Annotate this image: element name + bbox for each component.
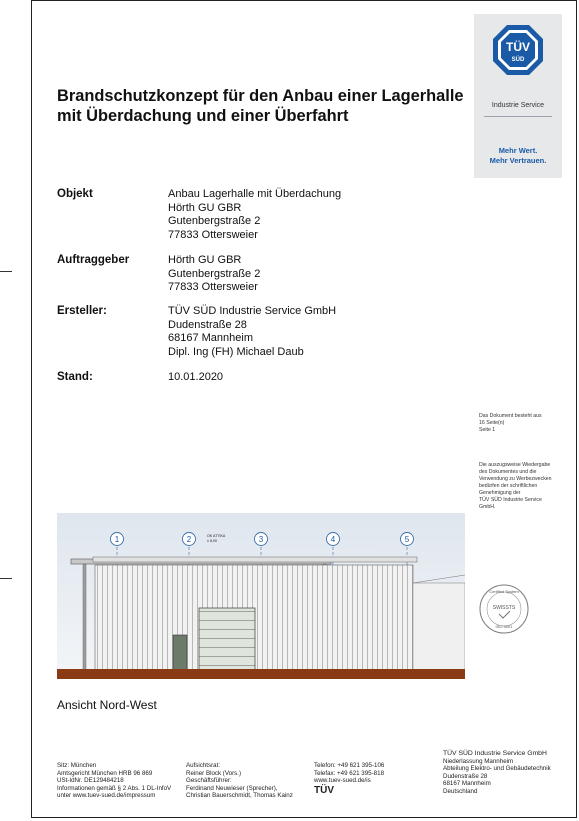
- footer-line: Ferdinand Neuwieser (Sprecher),: [186, 784, 278, 792]
- note-line: Das Dokument besteht aus: [479, 413, 542, 419]
- tuv-sud-logo-icon: [491, 23, 545, 77]
- axis-label-2: 2: [186, 535, 192, 544]
- ersteller-line: Dudenstraße 28: [168, 318, 247, 331]
- footer-line: TÜV SÜD Industrie Service GmbH: [443, 750, 547, 757]
- footer-line: unter www.tuev-sued.de/impressum: [57, 792, 156, 800]
- footer-address: [443, 750, 551, 796]
- division-name: Industrie Service: [491, 102, 545, 109]
- footer-line: USt-IdNr. DE129484218: [57, 777, 124, 785]
- auftraggeber-line: 77833 Ottersweier: [168, 281, 258, 293]
- footer-line: Reiner Block (Vors.): [186, 769, 242, 777]
- note-line: Genehmigung der: [479, 490, 521, 496]
- footer-tuv-logo: TÜV: [314, 784, 334, 796]
- footer-line: www.tuev-sued.de/is: [314, 777, 371, 785]
- footer-contact: [314, 762, 384, 794]
- note-line: Verwendung zu Werbezwecken: [479, 476, 552, 482]
- note-line: TÜV SÜD Industrie Service: [479, 497, 542, 503]
- footer-line: Telefax: +49 621 395-818: [314, 769, 385, 777]
- elevation-line: ± 8,00: [207, 539, 217, 543]
- note-line: 16 Seite(n): [479, 420, 505, 426]
- footer-management: [186, 762, 293, 800]
- note-line: Seite 1: [479, 427, 496, 433]
- drawing-caption: Ansicht Nord-West: [57, 698, 157, 712]
- slogan-line-2: Mehr Vertrauen.: [489, 156, 547, 165]
- stand-label: Stand:: [57, 371, 93, 383]
- document-title: [57, 86, 477, 126]
- axis-label-1: 1: [114, 535, 120, 544]
- fold-mark-bottom: [0, 578, 12, 579]
- footer-line: Amtsgericht München HRB 96 869: [57, 769, 153, 777]
- objekt-line: Hörth GU GBR: [168, 201, 242, 214]
- note-line: des Dokumentes und die: [479, 469, 537, 475]
- ersteller-line: TÜV SÜD Industrie Service GmbH: [168, 305, 337, 317]
- canopy-column: [83, 564, 86, 671]
- axis-label-4: 4: [330, 535, 336, 544]
- objekt-line: Gutenbergstraße 2: [168, 215, 261, 227]
- certification-stamp-icon: [478, 583, 530, 635]
- title-line-2: mit Überdachung und einer Überfahrt: [57, 107, 349, 125]
- note-line: bedürfen der schriftlichen: [479, 483, 538, 489]
- page-count-note: [479, 413, 565, 434]
- footer-line: Niederlassung Mannheim: [443, 757, 514, 765]
- slogan-line-1: Mehr Wert.: [498, 146, 538, 155]
- copyright-note: [479, 462, 565, 511]
- objekt-line: 77833 Ottersweier: [168, 228, 258, 241]
- ersteller-label: Ersteller:: [57, 305, 107, 317]
- footer-line: Sitz: München: [57, 762, 97, 769]
- note-line: Die auszugsweise Wiedergabe: [479, 462, 551, 468]
- note-line: GmbH.: [479, 504, 496, 510]
- logo-subtext: SÜD: [511, 57, 525, 63]
- footer-line: Christian Bauerschmidt, Thomas Kainz: [186, 792, 293, 800]
- footer-line: Geschäftsführer:: [186, 777, 232, 785]
- personnel-door: [173, 635, 187, 671]
- ersteller-value: [168, 305, 336, 359]
- auftraggeber-value: [168, 254, 260, 295]
- auftraggeber-line: Hörth GU GBR: [168, 254, 242, 266]
- building-elevation-drawing: [57, 513, 465, 687]
- objekt-label: Objekt: [57, 188, 93, 200]
- footer-line: Dudenstraße 28: [443, 772, 488, 780]
- footer-company-register: [57, 762, 171, 800]
- hall-attic: [93, 557, 417, 562]
- objekt-value: [168, 188, 341, 242]
- brand-slogan: [474, 146, 562, 166]
- axis-label-3: 3: [258, 535, 264, 544]
- footer-line: Informationen gemäß § 2 Abs. 1 DL-InfoV: [57, 784, 172, 792]
- stamp-bottom-text: ISO 9001: [495, 624, 513, 629]
- elevation-line: OK ATTIKA: [207, 534, 226, 538]
- objekt-line: Anbau Lagerhalle mit Überdachung: [168, 188, 342, 200]
- footer-line: Aufsichtsrat:: [186, 762, 221, 769]
- footer-line: Deutschland: [443, 787, 478, 795]
- brand-box: [474, 14, 562, 178]
- footer-line: Telefon: +49 621 395-106: [314, 762, 385, 769]
- sectional-door: [199, 608, 255, 671]
- ersteller-line: Dipl. Ing (FH) Michael Daub: [168, 345, 304, 358]
- ersteller-line: 68167 Mannheim: [168, 332, 254, 344]
- annex-building: [413, 583, 465, 671]
- auftraggeber-line: Gutenbergstraße 2: [168, 267, 261, 280]
- logo-text: TÜV: [506, 40, 530, 54]
- stamp-top-text: Certified System: [489, 589, 519, 594]
- ground: [57, 669, 465, 679]
- auftraggeber-label: Auftraggeber: [57, 254, 130, 266]
- stamp-middle-text: SWISSTS: [492, 605, 516, 611]
- fold-mark-top: [0, 271, 12, 272]
- title-line-1: Brandschutzkonzept für den Anbau einer Lagerhalle: [57, 87, 464, 105]
- axis-label-5: 5: [404, 535, 410, 544]
- brand-divider: [484, 116, 552, 117]
- footer-line: Abteilung Elektro- und Gebäudetechnik: [443, 765, 551, 773]
- stand-value: 10.01.2020: [168, 371, 224, 383]
- footer-line: 68167 Mannheim: [443, 780, 491, 788]
